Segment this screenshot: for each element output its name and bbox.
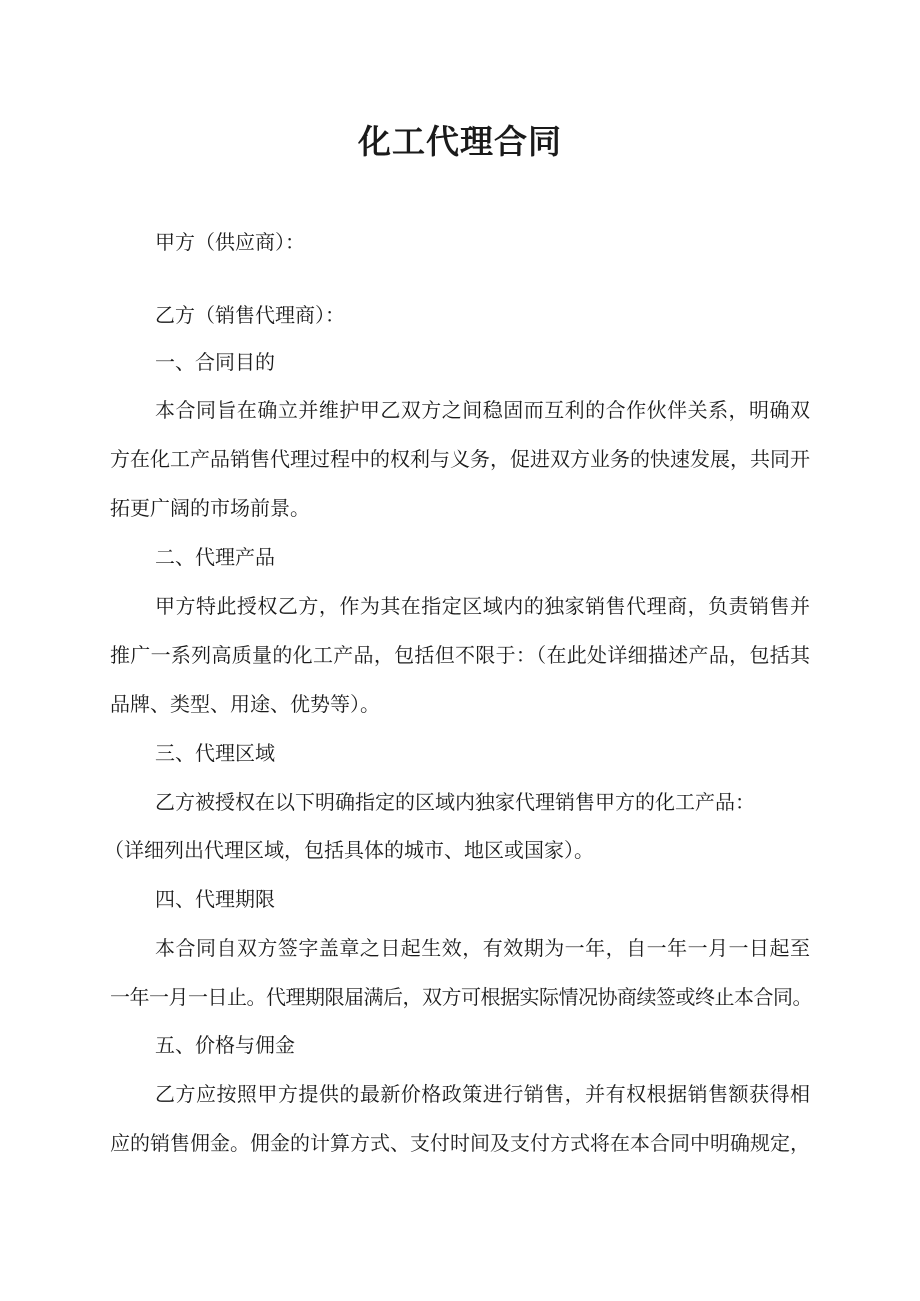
party-b-line: 乙方（销售代理商）： <box>155 303 345 327</box>
section-heading: 一、合同目的 <box>155 350 275 374</box>
paragraph-line: 一年一月一日止。代理期限届满后，双方可根据实际情况协商续签或终止本合同。 <box>110 985 812 1009</box>
section-heading: 三、代理区域 <box>155 741 275 765</box>
paragraph-line: 品牌、类型、用途、优势等）。 <box>110 692 380 716</box>
document-title: 化工代理合同 <box>358 122 562 161</box>
paragraph-line: 拓更广阔的市场前景。 <box>110 496 310 520</box>
paragraph-line: 方在化工产品销售代理过程中的权利与义务，促进双方业务的快速发展，共同开 <box>110 447 810 471</box>
paragraph-line: 本合同旨在确立并维护甲乙双方之间稳固而互利的合作伙伴关系，明确双 <box>155 398 810 422</box>
party-a-line: 甲方（供应商）： <box>155 230 305 254</box>
paragraph-line: （详细列出代理区域，包括具体的城市、地区或国家）。 <box>104 838 594 862</box>
paragraph-line: 甲方特此授权乙方，作为其在指定区域内的独家销售代理商，负责销售并 <box>155 594 810 618</box>
section-heading: 二、代理产品 <box>155 545 275 569</box>
section-heading: 四、代理期限 <box>155 887 275 911</box>
paragraph-line: 乙方应按照甲方提供的最新价格政策进行销售，并有权根据销售额获得相 <box>155 1082 810 1106</box>
paragraph-line: 推广一系列高质量的化工产品，包括但不限于：（在此处详细描述产品，包括其 <box>110 643 810 667</box>
paragraph-line: 乙方被授权在以下明确指定的区域内独家代理销售甲方的化工产品： <box>155 790 755 814</box>
paragraph-line: 应的销售佣金。佣金的计算方式、支付时间及支付方式将在本合同中明确规定， <box>110 1131 810 1155</box>
section-heading: 五、价格与佣金 <box>155 1033 295 1057</box>
paragraph-line: 本合同自双方签字盖章之日起生效，有效期为一年，自一年一月一日起至 <box>155 936 810 960</box>
